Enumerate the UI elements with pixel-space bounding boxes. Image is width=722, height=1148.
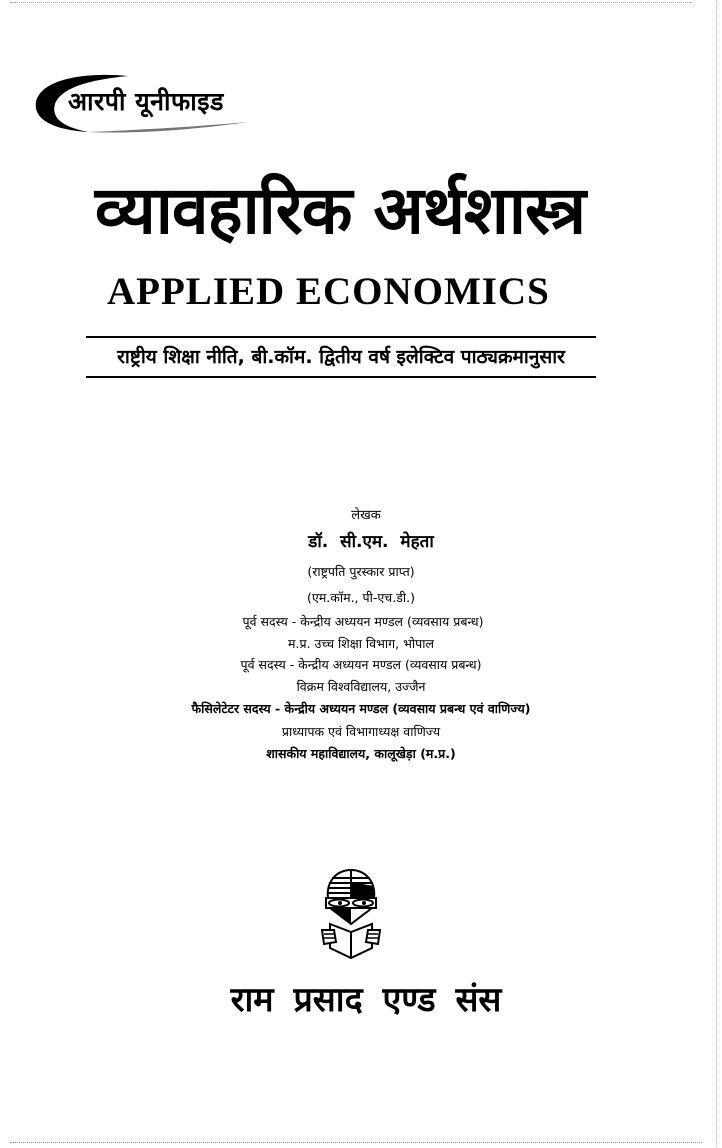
rule-top bbox=[86, 336, 596, 338]
author-credential: प्राध्यापक एवं विभागाध्यक्ष वाणिज्य bbox=[281, 724, 441, 739]
scan-edge-bottom bbox=[10, 1142, 702, 1144]
publisher-name: राम प्रसाद एण्ड संस bbox=[230, 980, 502, 1020]
author-credential: (एम.कॉम., पी-एच.डी.) bbox=[307, 590, 415, 605]
title-english: APPLIED ECONOMICS bbox=[107, 270, 550, 313]
author-label: लेखक bbox=[351, 508, 381, 523]
author-name: डॉ. सी.एम. मेहता bbox=[308, 532, 434, 552]
title-hindi: व्यावहारिक अर्थशास्त्र bbox=[94, 172, 586, 249]
author-credential: पूर्व सदस्य - केन्द्रीय अध्ययन मण्डल (व्यवसाय प्रबन्ध) bbox=[242, 614, 484, 629]
author-credential: विक्रम विश्वविद्यालय, उज्जैन bbox=[296, 679, 426, 694]
author-credential: (राष्ट्रपति पुरस्कार प्राप्त) bbox=[307, 564, 415, 579]
author-credential: पूर्व सदस्य - केन्द्रीय अध्ययन मण्डल (व्यवसाय प्रबन्ध) bbox=[240, 657, 482, 672]
series-name: आरपी यूनीफाइड bbox=[68, 87, 224, 116]
author-credential: फैसिलेटेटर सदस्य - केन्द्रीय अध्ययन मण्डल (व्यवसाय प्रबन्ध एवं वाणिज्य) bbox=[191, 701, 531, 716]
author-credential: शासकीय महाविद्यालय, कालूखेड़ा (म.प्र.) bbox=[266, 746, 456, 761]
reading-figure-emblem-icon bbox=[318, 868, 384, 960]
subtitle: राष्ट्रीय शिक्षा नीति, बी.कॉम. द्वितीय वर्ष इलेक्टिव पाठ्यक्रमानुसार bbox=[117, 346, 565, 368]
series-logo bbox=[33, 72, 263, 134]
scan-edge-top bbox=[10, 2, 692, 4]
author-credential: म.प्र. उच्च शिक्षा विभाग, भोपाल bbox=[288, 636, 434, 651]
rule-bottom bbox=[86, 376, 596, 378]
publisher-emblem bbox=[318, 868, 384, 960]
